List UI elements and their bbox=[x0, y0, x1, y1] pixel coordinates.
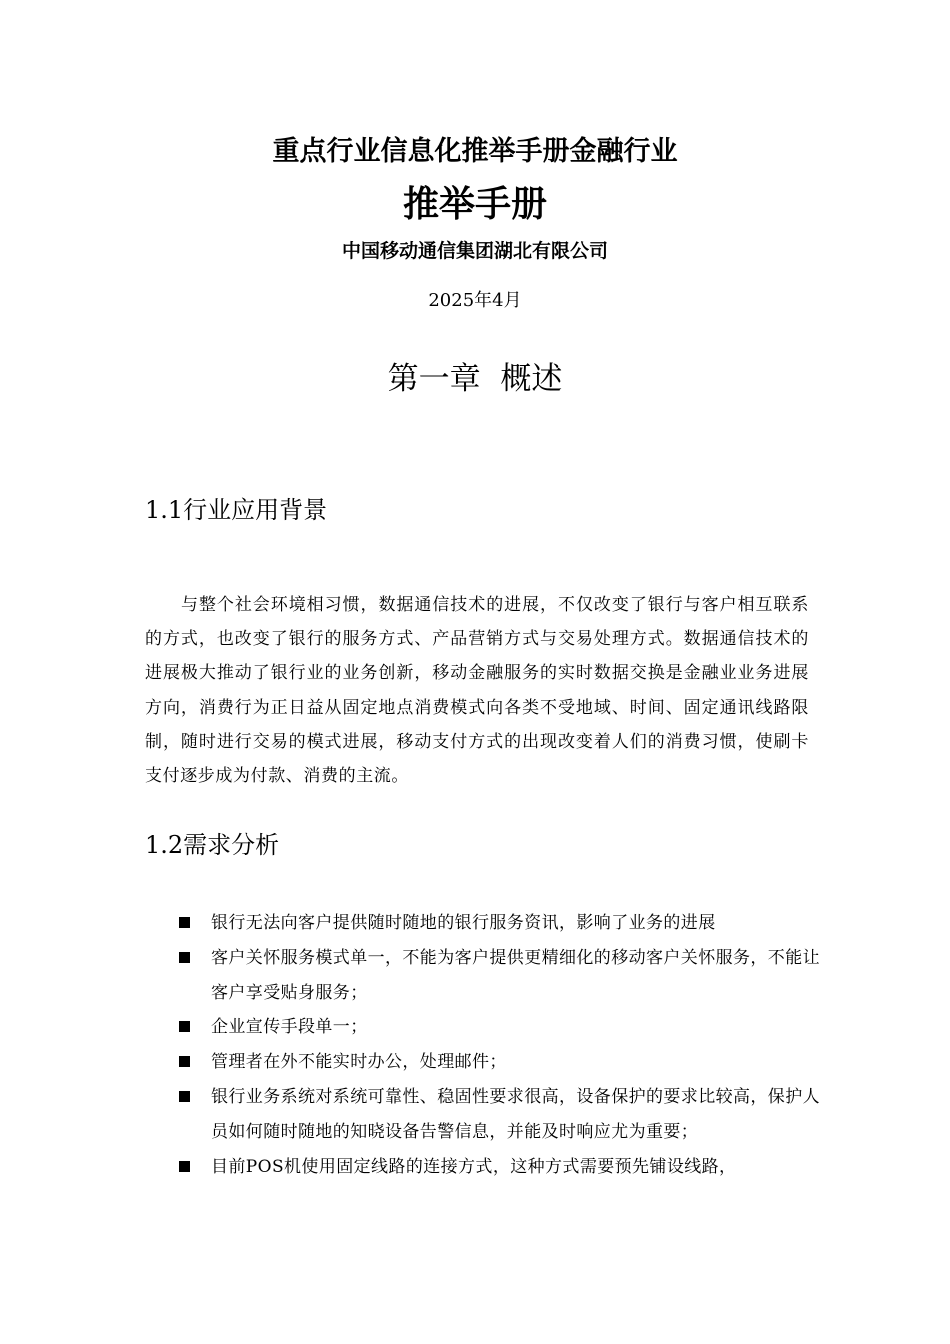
square-bullet-icon bbox=[179, 952, 190, 963]
square-bullet-icon bbox=[179, 1056, 190, 1067]
section-number: 1.2 bbox=[145, 831, 184, 859]
list-item bbox=[145, 906, 825, 941]
document-title-line2: 推举手册 bbox=[402, 184, 547, 225]
list-item-text: 企业宣传手段单一； bbox=[211, 1017, 368, 1038]
section-title: 行业应用背景 bbox=[183, 496, 328, 524]
document-date: 2025年4月 bbox=[428, 290, 522, 311]
list-item-text: 银行无法向客户提供随时随地的银行服务资讯，影响了业务的进展 bbox=[211, 913, 716, 933]
section-number: 1.1 bbox=[145, 496, 184, 524]
list-item bbox=[145, 1150, 825, 1185]
list-item-text: 银行业务系统对系统可靠性、稳固性要求很高，设备保护的要求比较高，保护人员如何随时随地的知晓设备告警信息，并能及时响应尤为重要； bbox=[211, 1086, 820, 1142]
document-title-line1: 重点行业信息化推举手册金融行业 bbox=[272, 136, 678, 167]
square-bullet-icon bbox=[179, 1161, 190, 1172]
list-item bbox=[145, 1045, 825, 1080]
chapter-title-text: 第一章 概述 bbox=[387, 361, 563, 397]
section-title: 需求分析 bbox=[183, 831, 280, 859]
section-heading-1-2 bbox=[145, 827, 805, 863]
requirements-list bbox=[145, 906, 825, 1184]
list-item-text: 管理者在外不能实时办公，处理邮件； bbox=[211, 1052, 507, 1073]
square-bullet-icon bbox=[179, 1091, 190, 1102]
company-name: 中国移动通信集团湖北有限公司 bbox=[341, 240, 608, 262]
section-heading-1-1 bbox=[145, 492, 805, 528]
background-paragraph: 与整个社会环境相习惯，数据通信技术的进展，不仅改变了银行与客户相互联系的方式，也改变了银行的服务方式、产品营销方式与交易处理方式。数据通信技术的进展极大推动了银行业的业务创新，移动金融服务的实时数据交换是金融业业务进展方向，消费行为正日益从固定地点消费模式向各类不受地域、时间、固定通讯线路限制，随时进行交易的模式进展，移动支付方式的出现改变着人们的消费习惯，使刷卡支付逐步成为付款、消费的主流。 bbox=[145, 595, 809, 787]
list-item-text: 目前POS机使用固定线路的连接方式，这种方式需要预先铺设线路， bbox=[211, 1156, 737, 1177]
list-item bbox=[145, 1010, 825, 1045]
square-bullet-icon bbox=[179, 1021, 190, 1032]
list-item bbox=[145, 941, 825, 1011]
list-item-text: 客户关怀服务模式单一，不能为客户提供更精细化的移动客户关怀服务，不能让客户享受贴身服务； bbox=[211, 947, 820, 1003]
chapter-title bbox=[0, 356, 950, 402]
square-bullet-icon bbox=[179, 917, 190, 928]
list-item bbox=[145, 1080, 825, 1150]
